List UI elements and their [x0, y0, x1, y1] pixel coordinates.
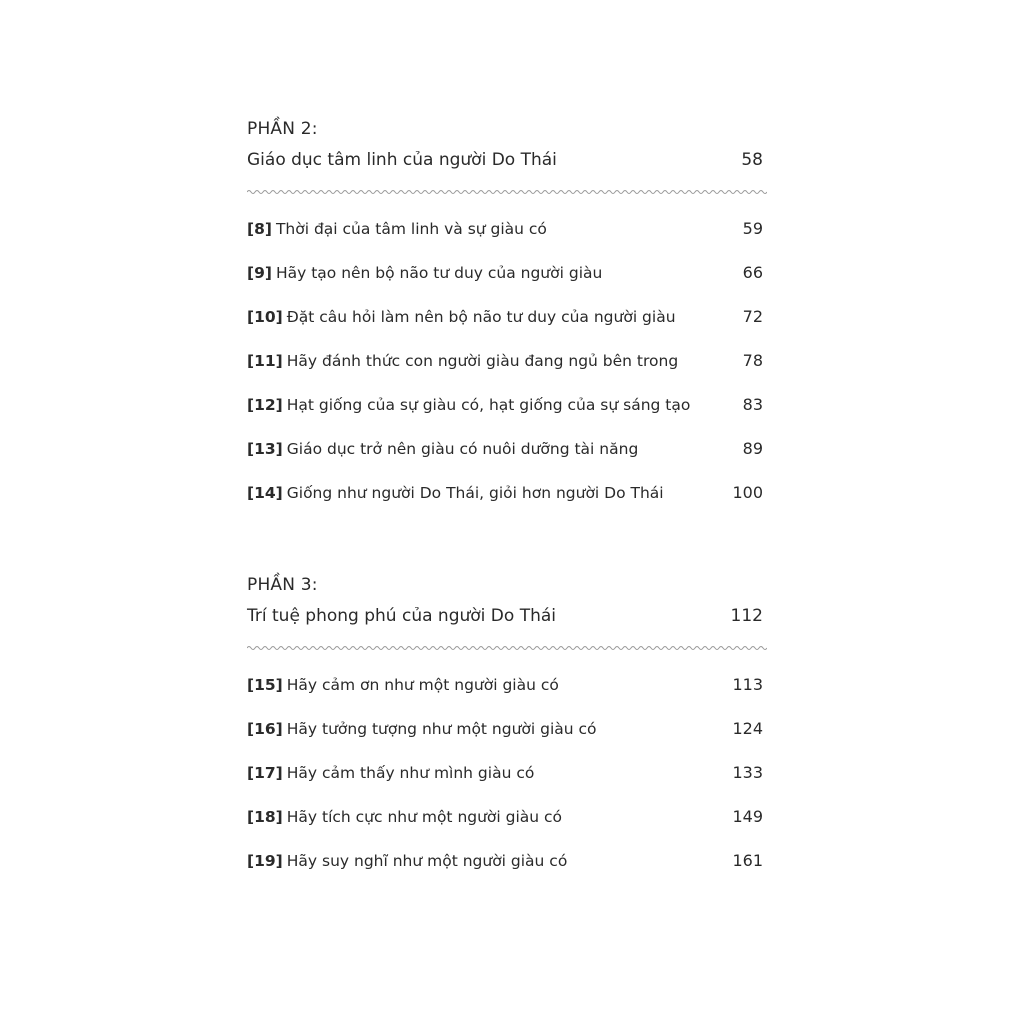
entry-page-number: 72	[742, 307, 763, 326]
part-page-number: 112	[730, 606, 763, 626]
entry-number: [16]	[247, 720, 283, 738]
entry-number: [18]	[247, 808, 283, 826]
entry-page-number: 83	[742, 395, 763, 414]
entry-number: [13]	[247, 440, 283, 458]
toc-entry[interactable]	[247, 302, 767, 346]
entry-list	[247, 670, 767, 890]
entry-title: Hãy tạo nên bộ não tư duy của người giàu	[275, 264, 603, 282]
wavy-divider	[247, 644, 767, 652]
part-3-section	[247, 574, 767, 890]
wavy-divider	[247, 188, 767, 196]
entry-page-number: 124	[732, 719, 763, 738]
entry-number: [12]	[247, 396, 283, 414]
entry-page-number: 89	[742, 439, 763, 458]
entry-title: Giống như người Do Thái, giỏi hơn người Do Thái	[286, 484, 664, 502]
entry-title: Hãy đánh thức con người giàu đang ngủ bên trong	[286, 352, 679, 370]
toc-entry[interactable]	[247, 714, 767, 758]
part-title-row[interactable]	[247, 146, 767, 178]
toc-entry[interactable]	[247, 346, 767, 390]
entry-number: [19]	[247, 852, 283, 870]
entry-number: [14]	[247, 484, 283, 502]
entry-page-number: 149	[732, 807, 763, 826]
toc-entry[interactable]	[247, 846, 767, 890]
entry-title: Hãy cảm thấy như mình giàu có	[286, 764, 535, 782]
part-title-row[interactable]	[247, 602, 767, 634]
entry-title: Thời đại của tâm linh và sự giàu có	[275, 220, 547, 238]
entry-page-number: 59	[742, 219, 763, 238]
part-2-section	[247, 118, 767, 522]
entry-page-number: 133	[732, 763, 763, 782]
toc-entry[interactable]	[247, 478, 767, 522]
entry-title: Hạt giống của sự giàu có, hạt giống của sự sáng tạo	[286, 396, 691, 414]
entry-title: Hãy tưởng tượng như một người giàu có	[286, 720, 597, 738]
toc-entry[interactable]	[247, 802, 767, 846]
entry-number: [15]	[247, 676, 283, 694]
entry-number: [11]	[247, 352, 283, 370]
part-title: Giáo dục tâm linh của người Do Thái	[247, 150, 557, 170]
entry-page-number: 66	[742, 263, 763, 282]
toc-entry[interactable]	[247, 434, 767, 478]
toc-entry[interactable]	[247, 390, 767, 434]
entry-number: [10]	[247, 308, 283, 326]
entry-title: Hãy suy nghĩ như một người giàu có	[286, 852, 568, 870]
toc-entry[interactable]	[247, 214, 767, 258]
entry-page-number: 100	[732, 483, 763, 502]
toc-entry[interactable]	[247, 670, 767, 714]
entry-page-number: 78	[742, 351, 763, 370]
entry-number: [8]	[247, 220, 272, 238]
toc-entry[interactable]	[247, 758, 767, 802]
entry-page-number: 113	[732, 675, 763, 694]
part-title: Trí tuệ phong phú của người Do Thái	[247, 606, 556, 626]
entry-number: [17]	[247, 764, 283, 782]
entry-title: Hãy cảm ơn như một người giàu có	[286, 676, 559, 694]
part-page-number: 58	[741, 150, 763, 170]
entry-title: Hãy tích cực như một người giàu có	[286, 808, 563, 826]
entry-title: Đặt câu hỏi làm nên bộ não tư duy của người giàu	[286, 308, 676, 326]
entry-title: Giáo dục trở nên giàu có nuôi dưỡng tài năng	[286, 440, 639, 458]
part-label: PHẦN 3:	[247, 575, 318, 595]
part-label: PHẦN 2:	[247, 119, 318, 139]
toc-entry[interactable]	[247, 258, 767, 302]
entry-number: [9]	[247, 264, 272, 282]
entry-list	[247, 214, 767, 522]
entry-page-number: 161	[732, 851, 763, 870]
